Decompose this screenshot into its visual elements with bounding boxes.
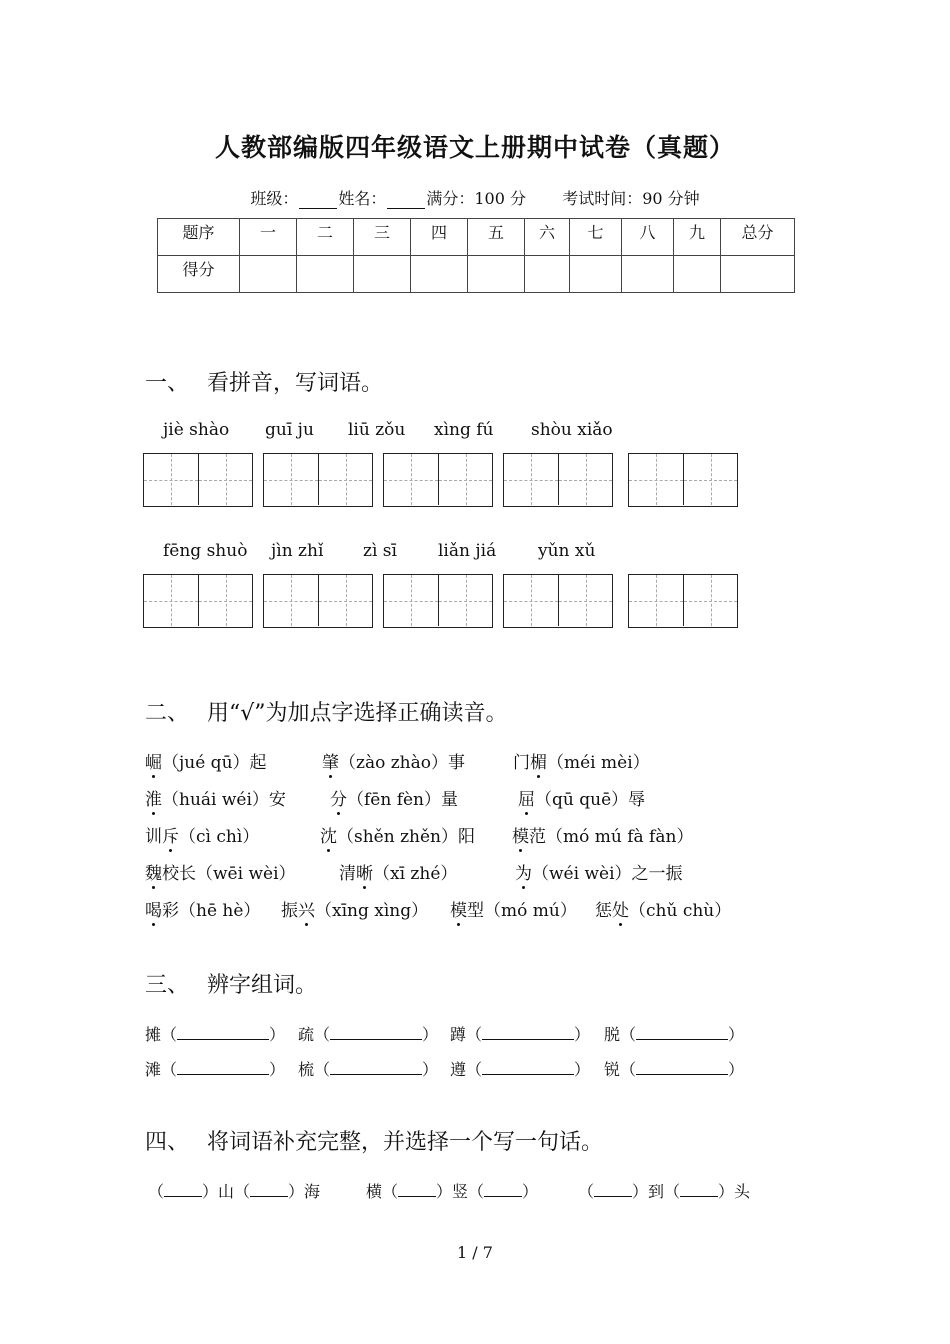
word-blank[interactable]: 摊（ ） [145,1025,286,1044]
reading-item[interactable]: 淮（huái wéi）安 [145,785,286,810]
score-cell[interactable] [622,256,674,293]
score-cell[interactable] [721,256,795,293]
class-blank[interactable] [299,192,337,209]
word-blank[interactable]: 疏（ ） [298,1025,439,1044]
reading-item[interactable]: 振兴（xīng xìng） [281,896,428,921]
score-cell[interactable] [297,256,354,293]
score-table-header-row [158,219,795,256]
table-header: 四 [411,219,468,256]
score-cell[interactable] [674,256,721,293]
reading-item[interactable]: 崛（jué qū）起 [145,748,267,773]
exam-info [0,186,950,209]
section-number: 三、 [145,973,190,998]
writing-box[interactable] [263,574,373,628]
section-number: 四、 [145,1130,190,1155]
table-header: 总分 [721,219,795,256]
score-cell[interactable] [240,256,297,293]
word-blank[interactable]: 遵（ ） [450,1060,591,1079]
idiom-fill[interactable]: （ ）到（ ）头 [578,1182,751,1201]
reading-item[interactable]: 魏校长（wēi wèi） [145,859,296,884]
pinyin-label: jìn zhǐ [271,541,324,561]
section-title: 用“√”为加点字选择正确读音。 [207,701,508,726]
table-header: 题序 [158,219,240,256]
table-header: 七 [570,219,622,256]
writing-box[interactable] [263,453,373,507]
reading-item[interactable]: 屈（qū quē）辱 [518,785,645,810]
word-blank[interactable]: 锐（ ） [604,1060,745,1079]
pinyin-label: liǎn jiá [438,541,497,561]
score-cell[interactable] [411,256,468,293]
section-1-heading [145,366,383,397]
pinyin-label: fēng shuò [163,541,248,561]
pinyin-label: shòu xiǎo [531,420,613,440]
page-title: 人教部编版四年级语文上册期中试卷（真题） [214,133,735,162]
reading-item[interactable]: 为（wéi wèi）之一振 [515,859,683,884]
writing-box[interactable] [628,574,738,628]
writing-box[interactable] [383,574,493,628]
table-header: 五 [468,219,525,256]
section-3-heading [145,968,317,999]
reading-item[interactable]: 沈（shěn zhěn）阳 [320,822,475,847]
reading-item[interactable]: 模范（mó mú fà fàn） [512,822,693,847]
section-title: 辨字组词。 [207,973,318,998]
pinyin-label: guī ju [265,420,314,440]
writing-box[interactable] [143,574,253,628]
reading-item[interactable]: 分（fēn fèn）量 [330,785,458,810]
reading-item[interactable]: 清晰（xī zhé） [339,859,457,884]
name-label: 姓名： [338,189,387,208]
writing-box[interactable] [503,574,613,628]
idiom-fill[interactable]: 横（ ）竖（ ） [366,1182,539,1201]
score-cell[interactable] [354,256,411,293]
reading-item[interactable]: 模型（mó mú） [450,896,577,921]
writing-box[interactable] [143,453,253,507]
table-header: 二 [297,219,354,256]
name-blank[interactable] [387,192,425,209]
word-blank[interactable]: 滩（ ） [145,1060,286,1079]
section-title: 看拼音，写词语。 [207,371,384,396]
pinyin-label: yǔn xǔ [538,541,596,561]
table-header: 六 [525,219,570,256]
full-score: 满分：100 分 [426,189,527,208]
reading-item[interactable]: 惩处（chǔ chù） [595,896,731,921]
section-number: 二、 [145,701,190,726]
reading-item[interactable]: 喝彩（hē hè） [145,896,260,921]
section-title: 将词语补充完整，并选择一个写一句话。 [207,1130,604,1155]
score-cell[interactable] [570,256,622,293]
class-label: 班级： [250,189,299,208]
writing-box[interactable] [383,453,493,507]
section-2-heading [145,696,508,727]
row-label: 得分 [158,256,240,293]
table-header: 一 [240,219,297,256]
score-table-row [158,256,795,293]
writing-box[interactable] [503,453,613,507]
pinyin-label: zì sī [363,541,397,561]
word-blank[interactable]: 脱（ ） [604,1025,745,1044]
word-blank[interactable]: 梳（ ） [298,1060,439,1079]
table-header: 八 [622,219,674,256]
page-number: 1 / 7 [457,1243,493,1262]
section-number: 一、 [145,371,190,396]
table-header: 九 [674,219,721,256]
pinyin-label: liū zǒu [348,420,406,440]
writing-box[interactable] [628,453,738,507]
section-4-heading [145,1125,603,1156]
pinyin-label: xìng fú [434,420,494,440]
table-header: 三 [354,219,411,256]
pinyin-label: jiè shào [163,420,230,440]
word-blank[interactable]: 蹲（ ） [450,1025,591,1044]
score-cell[interactable] [525,256,570,293]
score-cell[interactable] [468,256,525,293]
idiom-fill[interactable]: （ ）山（ ）海 [148,1182,321,1201]
reading-item[interactable]: 训斥（cì chì） [145,822,259,847]
reading-item[interactable]: 肇（zào zhào）事 [322,748,465,773]
score-table [157,218,795,293]
exam-time: 考试时间：90 分钟 [562,189,700,208]
reading-item[interactable]: 门楣（méi mèi） [513,748,650,773]
